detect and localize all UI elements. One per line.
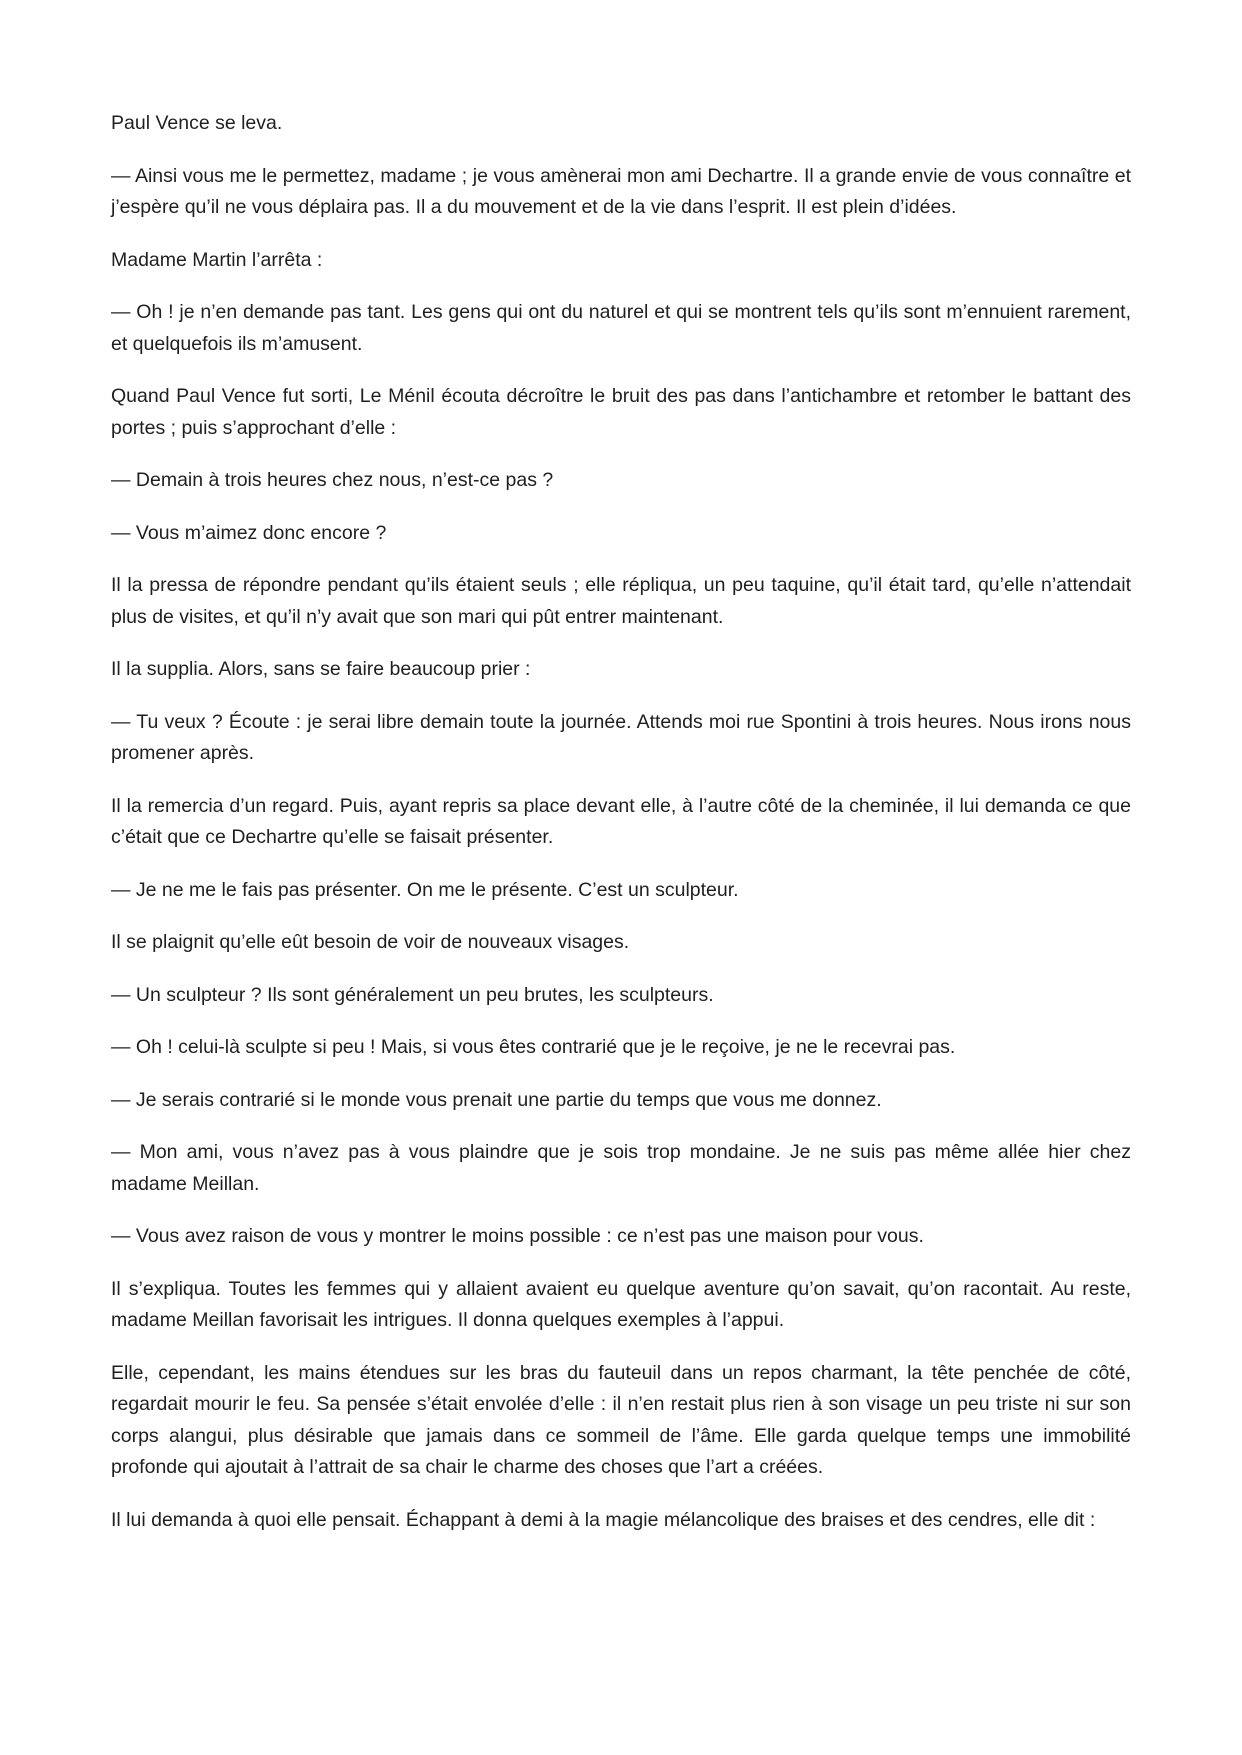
paragraph-16: — Je serais contrarié si le monde vous prenait une partie du temps que vous me donnez. [111,1088,882,1111]
paragraph-11: Il la remercia d’un regard. Puis, ayant repris sa place devant elle, à l’autre côté de la cheminée, il lui demanda ce que c’était que ce Dechartre qu’elle se faisait présenter. [111,794,1131,848]
paragraph-17: — Mon ami, vous n’avez pas à vous plaindre que je sois trop mondaine. Je ne suis pas même allée hier chez madame Meillan. [111,1141,1131,1195]
paragraph-5: Quand Paul Vence fut sorti, Le Ménil écouta décroître le bruit des pas dans l’antichambre et retomber le battant des portes ; puis s’approchant d’elle : [111,385,1131,439]
paragraph-15: — Oh ! celui-là sculpte si peu ! Mais, si vous êtes contrarié que je le reçoive, je ne le recevrai pas. [111,1036,956,1058]
paragraph-4: — Oh ! je n’en demande pas tant. Les gens qui ont du naturel et qui se montrent tels qu’ils sont m’ennuient rarement, et quelquefois ils m’amusent. [111,301,1131,355]
paragraph-21: Il lui demanda à quoi elle pensait. Échappant à demi à la magie mélancolique des braises et des cendres, elle dit : [111,1508,1096,1531]
document-page [111,108,1131,1557]
paragraph-9: Il la supplia. Alors, sans se faire beaucoup prier : [111,658,531,680]
paragraph-8: Il la pressa de répondre pendant qu’ils étaient seuls ; elle répliqua, un peu taquine, qu’il était tard, qu’elle n’attendait plus de visites, et qu’il n’y avait que son mari qui pût entrer maintenant. [111,574,1131,628]
paragraph-7: — Vous m’aimez donc encore ? [111,521,387,544]
paragraph-6: — Demain à trois heures chez nous, n’est-ce pas ? [111,469,554,491]
paragraph-18: — Vous avez raison de vous y montrer le moins possible : ce n’est pas une maison pour vous. [111,1225,924,1247]
paragraph-19: Il s’expliqua. Toutes les femmes qui y allaient avaient eu quelque aventure qu’on savait, qu’on racontait. Au reste, madame Meillan favorisait les intrigues. Il donna quelques exemples à l’appui. [111,1277,1131,1331]
paragraph-10: — Tu veux ? Écoute : je serai libre demain toute la journée. Attends moi rue Spontini à trois heures. Nous irons nous promener après. [111,710,1131,764]
paragraph-2: — Ainsi vous me le permettez, madame ; je vous amènerai mon ami Dechartre. Il a grande envie de vous connaître et j’espère qu’il ne vous déplaira pas. Il a du mouvement et de la vie dans l’esprit. Il est plein d’idées. [111,164,1131,218]
paragraph-1: Paul Vence se leva. [111,112,283,134]
paragraph-13: Il se plaignit qu’elle eût besoin de voir de nouveaux visages. [111,931,630,953]
paragraph-20: Elle, cependant, les mains étendues sur les bras du fauteuil dans un repos charmant, la tête penchée de côté, regardait mourir le feu. Sa pensée s’était envolée d’elle : il n’en restait plus rien à son visage un peu triste ni sur son corps alangui, plus désirable que jamais dans ce sommeil de l’âme. Elle garda quelque temps une immobilité profonde qui ajoutait à l’attrait de sa chair le charme des choses que l’art a créées. [111,1361,1131,1478]
paragraph-14: — Un sculpteur ? Ils sont généralement un peu brutes, les sculpteurs. [111,983,714,1006]
paragraph-12: — Je ne me le fais pas présenter. On me le présente. C’est un sculpteur. [111,878,739,901]
paragraph-3: Madame Martin l’arrêta : [111,248,323,271]
